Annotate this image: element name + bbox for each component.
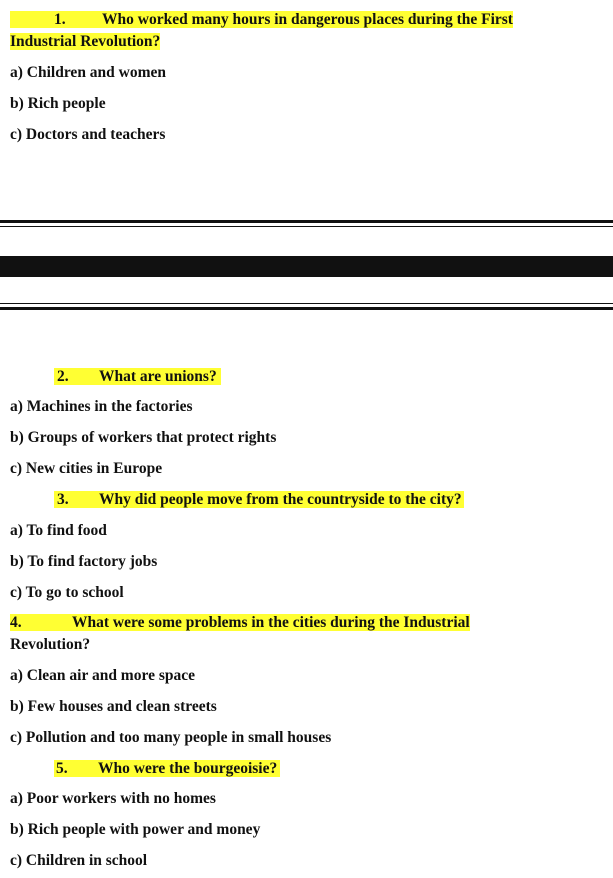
divider-line bbox=[0, 226, 613, 227]
question-1-highlight bbox=[10, 11, 513, 28]
answer-option: b) Few houses and clean streets bbox=[10, 698, 217, 715]
question-text: Who worked many hours in dangerous places during the First bbox=[102, 11, 513, 28]
answer-option: c) New cities in Europe bbox=[10, 460, 163, 477]
answer-option: b) Rich people with power and money bbox=[10, 821, 261, 838]
question-number: 3. bbox=[57, 491, 69, 508]
divider-line bbox=[0, 307, 613, 310]
answer-option: b) Groups of workers that protect rights bbox=[10, 429, 277, 446]
question-number: 1. bbox=[54, 11, 66, 28]
divider-bar bbox=[0, 256, 613, 277]
question-1-continuation bbox=[10, 32, 160, 52]
question-4 bbox=[10, 613, 470, 633]
divider-line bbox=[0, 303, 613, 304]
answer-option: a) Machines in the factories bbox=[10, 398, 193, 415]
question-text: Industrial Revolution? bbox=[10, 33, 161, 50]
question-number: 4. bbox=[10, 614, 22, 631]
answer-option: a) Clean air and more space bbox=[10, 667, 195, 684]
answer-option: a) Children and women bbox=[10, 64, 167, 81]
answer-option: a) Poor workers with no homes bbox=[10, 790, 216, 807]
answer-option: b) To find factory jobs bbox=[10, 553, 158, 570]
question-4-continuation: Revolution? bbox=[10, 636, 91, 653]
question-number: 2. bbox=[57, 368, 69, 385]
question-2 bbox=[10, 367, 221, 387]
answer-option: c) Doctors and teachers bbox=[10, 126, 166, 143]
question-text: Who were the bourgeoisie? bbox=[98, 760, 278, 777]
question-2-highlight bbox=[54, 368, 221, 385]
question-5-highlight bbox=[54, 760, 280, 777]
question-3 bbox=[10, 490, 464, 510]
question-number: 5. bbox=[56, 760, 68, 777]
answer-option: c) To go to school bbox=[10, 584, 124, 601]
answer-option: a) To find food bbox=[10, 522, 107, 539]
answer-option: c) Pollution and too many people in small houses bbox=[10, 729, 332, 746]
question-text: What are unions? bbox=[99, 368, 217, 385]
question-text: Why did people move from the countryside to the city? bbox=[99, 491, 462, 508]
question-3-highlight bbox=[54, 491, 464, 508]
answer-option: c) Children in school bbox=[10, 852, 148, 869]
answer-option: b) Rich people bbox=[10, 95, 106, 112]
question-4-highlight bbox=[10, 614, 470, 631]
divider-line bbox=[0, 220, 613, 223]
question-5 bbox=[10, 759, 280, 779]
question-text: What were some problems in the cities during the Industrial bbox=[72, 614, 470, 631]
question-1 bbox=[10, 10, 513, 30]
